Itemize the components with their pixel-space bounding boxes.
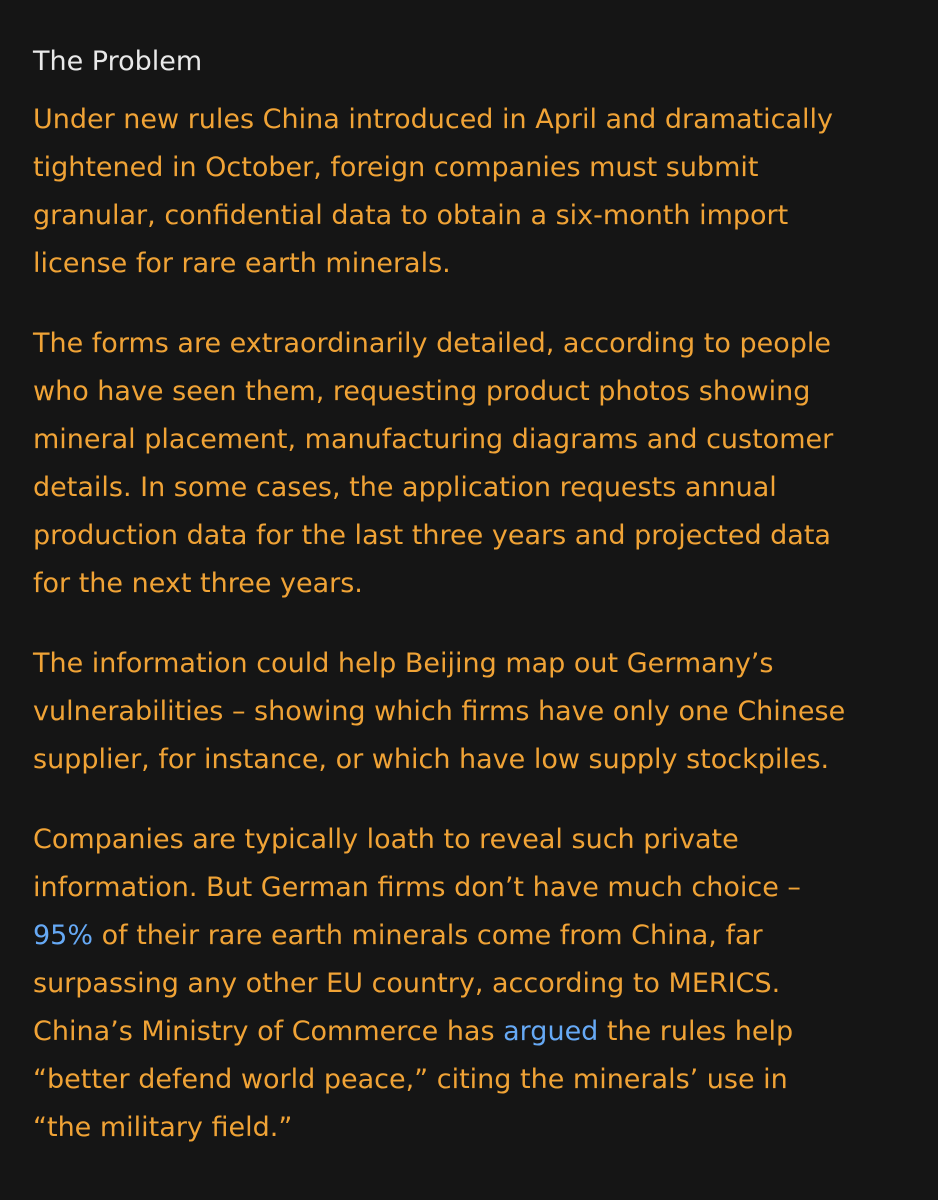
paragraph-text: the rules help <box>598 1016 794 1047</box>
paragraph-line: “the military field.” <box>33 1112 293 1143</box>
paragraph-4 <box>33 816 913 1152</box>
paragraph-2 <box>33 320 913 608</box>
paragraph-line: for the next three years. <box>33 568 363 599</box>
paragraph-line: who have seen them, requesting product photos showing <box>33 376 811 407</box>
paragraph-line: The information could help Beijing map out Germany’s <box>33 648 774 679</box>
paragraph-line: mineral placement, manufacturing diagrams and customer <box>33 424 834 455</box>
paragraph-line <box>33 912 913 960</box>
paragraph-line: The forms are extraordinarily detailed, according to people <box>33 328 831 359</box>
paragraph-text: China’s Ministry of Commerce has <box>33 1016 504 1047</box>
article-body <box>33 42 913 1184</box>
paragraph-line: information. But German firms don’t have much choice – <box>33 872 801 903</box>
paragraph-line: granular, confidential data to obtain a six-month import <box>33 200 789 231</box>
paragraph-line: license for rare earth minerals. <box>33 248 451 279</box>
paragraph-line: Under new rules China introduced in April and dramatically <box>33 104 833 135</box>
paragraph-line: vulnerabilities – showing which firms have only one Chinese <box>33 696 846 727</box>
paragraph-line: production data for the last three years and projected data <box>33 520 831 551</box>
paragraph-3 <box>33 640 913 784</box>
argued-link[interactable]: argued <box>503 1016 599 1047</box>
section-heading: The Problem <box>33 46 203 77</box>
paragraph-line: Companies are typically loath to reveal such private <box>33 824 739 855</box>
paragraph-line: tightened in October, foreign companies must submit <box>33 152 759 183</box>
paragraph-line <box>33 1008 913 1056</box>
paragraph-text: of their rare earth minerals come from China, far <box>93 920 763 951</box>
paragraph-1 <box>33 96 913 288</box>
stat-link-95-percent[interactable]: 95% <box>33 920 94 951</box>
paragraph-line: details. In some cases, the application requests annual <box>33 472 777 503</box>
paragraph-line: supplier, for instance, or which have low supply stockpiles. <box>33 744 830 775</box>
paragraph-line: “better defend world peace,” citing the minerals’ use in <box>33 1064 788 1095</box>
paragraph-line: surpassing any other EU country, according to MERICS. <box>33 968 781 999</box>
